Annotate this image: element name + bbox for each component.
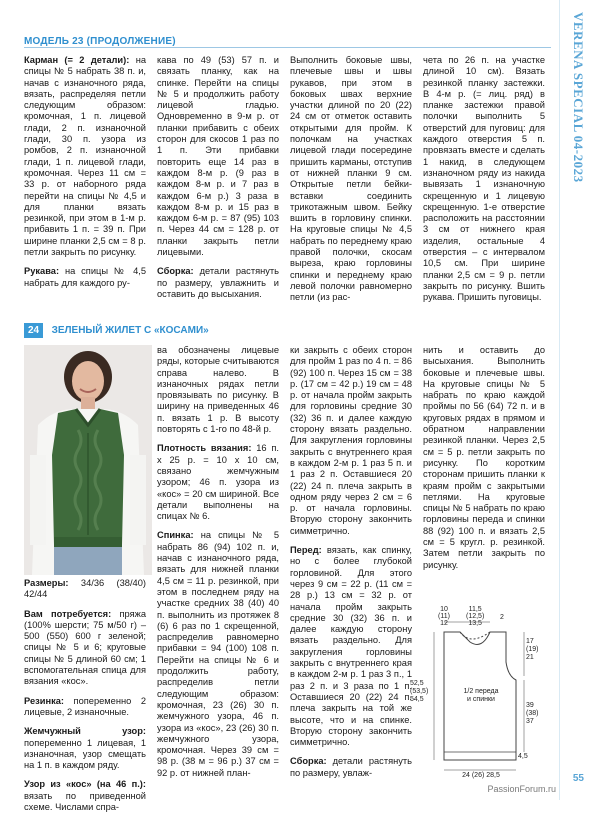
- section-heading: [24, 31, 551, 48]
- density-text: 16 п. x 25 р. = 10 x 10 см, связано жемчужным узором; 46 п. узора из «кос» = 20 см шириной. Все детали выполнены на спицах № 6.: [157, 443, 279, 522]
- magazine-title: VERENA SPECIAL 04-2023: [571, 12, 586, 183]
- text-column-1: [24, 55, 146, 297]
- dim-shoulder-c: 12: [440, 620, 448, 627]
- back-text: на спицы № 5 набрать 86 (94) 102 п. и, начав с изнаночного ряда, вязать для нижней планки 4,5 см = 11 р. резинкой, при этом в последнем ряду на участке средних 38 (40) 40 п. выполнить из протяжек 8 (6) 6 раз по 1 скрещенной, распределив равномерно прибавки = 94 (100) 108 п. Перейти на спицы № 6 и продолжить работу, распределив петли следующим образом: кромочная, 23 (26) 30 п. жемчужного узора, 46 п. узора из «кос», 23 (26) 30 п. жемчужного узора, кромочная. Через 39 см = 98 р. (38 м = 96 р.) 37 см = 92 р. от нижней план-: [157, 530, 279, 778]
- seams-text: Выполнить боковые швы, плечевые швы и швы рукавов, при этом в боковых швах верхние участки длиной по 20 (22) 24 см от отметок оставить открытыми для пройм. К полочкам на участках лицевой глади посередине пришить карманы, отступив от нижней планки 9 см. Открытые петли бейки-вставки соединить трикотажным швом. Бейку вшить в горловину спинки. На круговые спицы № 4,5 набрать по переднему краю правой полочки, скосам выреза, краю горловины спинки и переднему краю левой полочки равномерно петли (из рас-: [290, 55, 412, 303]
- text-column-2: [157, 55, 279, 308]
- text-column-3: [290, 55, 412, 312]
- dim-shoulder-b: (11): [438, 613, 450, 620]
- dim-neck-a: 11,5: [468, 606, 482, 613]
- piece-label-1: 1/2 переда: [463, 688, 499, 695]
- page-number: 55: [572, 773, 584, 784]
- dim-length: [410, 680, 428, 704]
- text-column-4: [423, 55, 545, 312]
- dim-armhole-c: 21: [526, 654, 534, 661]
- dim-top-2: 2: [500, 614, 504, 621]
- dim-side-a: 39: [526, 702, 534, 709]
- model-title: ЗЕЛЕНЫЙ ЖИЛЕТ С «КОСАМИ»: [51, 325, 209, 337]
- rib-lead: Резинка:: [24, 695, 65, 706]
- finishing-text: нить и оставить до высыхания. Выполнить боковые и плечевые швы. На круговые спицы № 5 набрать по краю каждой проймы по 56 (64) 72 п. и в круговых рядах в прямом и обратном направлении резинкой планки. Через 2,5 см = 5 р. петли закрыть по рисунку. По коротким сторонам пришить планки к краям пройм с закрытыми петлями. На круговые спицы № 5 набрать по краю горловины переда и спинки 88 (92) 100 п. и вязать 2,5 см = 5 кругл. р. резинкой. Затем петли закрыть по рисунку.: [423, 345, 545, 570]
- text-column-5: [24, 578, 146, 821]
- pocket-text: на спицы № 5 набрать 38 п. и, начав с изнаночного ряда, вязать, распределяя петли следующим образом: кромочная, 1 п. лицевой глади, 2 п. изнаночной глади, 30 п. узора из ромбов, 2 п. изнаночной глади, 1 п. лицевой глади, кромочная. Через 11 см = 33 р. от наборного ряда перейти на спицы № 4,5 и для планки вязать резинкой, при этом в 1-м р. прибавить 1 п. = 39 п. При ширине планки 2,5 см = 8 р. петли закрыть по рисунку.: [24, 55, 146, 258]
- section-heading-24: [24, 322, 551, 340]
- piece-label-2: и спинки: [467, 696, 495, 703]
- woman-in-green-vest-photo: [24, 345, 152, 575]
- text-column-7: [290, 345, 412, 787]
- cable-lead: Узор из «кос» (на 46 п.):: [24, 779, 146, 790]
- section-heading-text: МОДЕЛЬ 23 (ПРОДОЛЖЕНИЕ): [24, 36, 176, 47]
- sizes-lead: Размеры:: [24, 578, 69, 588]
- watermark: PassionForum.ru: [487, 784, 556, 794]
- back-continued: ки закрыть с обеих сторон для пройм 1 раз по 4 п. = 86 (92) 100 п. Через 15 см = 38 р. (17 см = 42 р.) 19 см = 48 р. от начала пройм закрыть для горловины средние 30 (32) 36 п. и далее каждую сторону вязать раздельно. Для закругления горловины закрыть с внутреннего края в каждом 2-м р. 1 раз 5 п. и 1 раз 2 п. Оставшиеся 20 (22) 24 п. плеча закрыть в одном ряду через 2 см = 6 р. от начала горловины. Вторую сторону закончить симметрично.: [290, 345, 412, 536]
- pattern-schematic: [410, 606, 540, 780]
- dim-neck-b: (12,5): [466, 613, 485, 620]
- cable-continued: ва обозначены лицевые ряды, которые считываются справа налево. В изнаночных рядах петли провязывать по рисунку. В ширину на приведенных 46 п. вязать 1 р. В высоту повторять с 1-го по 48-й р.: [157, 345, 279, 435]
- sleeves-text: на спицы № 4,5 набрать для каждого ру-: [24, 266, 146, 288]
- dim-length-c: 54,5: [410, 696, 424, 703]
- assembly2-lead: Сборка:: [290, 756, 327, 767]
- pocket-lead: Карман (= 2 детали):: [24, 55, 130, 65]
- text-column-8: [423, 345, 545, 579]
- dim-shoulder: [438, 606, 450, 627]
- model-photo: [24, 345, 152, 575]
- dim-side-c: 37: [526, 718, 534, 725]
- cable-text: вязать по приведенной схеме. Числами спра-: [24, 790, 146, 813]
- density-lead: Плотность вязания:: [157, 443, 252, 454]
- placket-text: чета по 26 п. на участке длиной 10 см). Вязать резинкой планку застежки. В 4-м р. (= лиц. ряд) в планке застежки правой полочки выполнить 5 отверстий для пуговиц: для каждого отверстия 5 п. провязать вместе и сделать 1 накид, в следующем изнаночном ряду из накида вывязать 1 изнаночную скрещенную и 1 лицевую скрещенную. 1-е отверстие расположить на расстоянии 3 см от нижнего края изделия, остальные 4 отверстия – с интервалом 10,5 см. При ширине планки 2,5 см = 9 р. петли закрыть по рисунку. Вшить рукава. Пришить пуговицы.: [423, 55, 545, 303]
- dim-armhole-a: 17: [526, 638, 534, 645]
- pearl-lead: Жемчужный узор:: [24, 726, 146, 737]
- model-number-badge: 24: [24, 323, 43, 338]
- dim-length-b: (53,5): [410, 688, 429, 695]
- dim-hem: 4,5: [518, 753, 528, 760]
- dim-armhole-b: (19): [526, 646, 539, 653]
- sizes-text: 34/36 (38/40) 42/44: [24, 578, 146, 600]
- assembly2-text: детали растянуть по размеру, увлаж-: [290, 756, 412, 778]
- materials-text: пряжа (100% шерсти; 75 м/50 г) – 500 (550) 600 г зеленой; спицы № 5 и 6; круговые спицы № 5 длиной 60 см; 1 вспомогательная спица для вязания «кос».: [24, 608, 147, 687]
- dim-side: [526, 702, 538, 726]
- dim-shoulder-a: 10: [440, 606, 448, 613]
- side-band: [559, 0, 592, 800]
- sleeves-lead: Рукава:: [24, 266, 60, 277]
- dim-armhole: [526, 638, 538, 662]
- dim-neck: [466, 606, 484, 627]
- front-lead: Перед:: [290, 545, 322, 556]
- assembly-text: детали растянуть по размеру, увлажнить и оставить до высыхания.: [157, 266, 279, 299]
- assembly-lead: Сборка:: [157, 266, 194, 277]
- piece-label: [450, 688, 512, 704]
- pearl-text: попеременно 1 лицевая, 1 изнаночная, узор смещать на 1 п. в каждом ряду.: [24, 737, 146, 771]
- materials-lead: Вам потребуется:: [24, 608, 112, 619]
- front-text: вязать, как спинку, но с более глубокой горловиной. Для этого через 9 см = 22 р. (11 см = 28 р.) 13 см = 32 р. от начала пройм закрыть средние 30 (32) 36 п. и далее каждую сторону вязать раздельно. Для закругления горловины закрыть с внутреннего края в каждом 2-м р. 1 раз 3 п., 1 раз 2 п. и 3 раза по 1 п. Оставшиеся 20 (22) 24 п. плеча закрыть на той же высоте, что и на спинке. Вторую сторону закончить симметрично.: [290, 545, 412, 748]
- rib-text: попеременно 2 лицевые, 2 изнаночные.: [24, 695, 146, 717]
- dim-length-a: 52,5: [410, 680, 424, 687]
- sleeves-continued: кава по 49 (53) 57 п. и связать планку, как на спинке. Перейти на спицы № 5 и продолжить работу лицевой гладью. Одновременно в 9-м р. от планки прибавить с обеих сторон для скосов 1 раз по 1 п. Эти прибавки повторить еще 14 раз в каждом 8-м р. (9 раз в каждом 8-м р. и 7 раз в каждом 6-м р.) 3 раза в каждом 8-м р. и 15 раз в каждом 6-м р. = 87 (95) 103 п. Через 44 см = 128 р. от планки закрыть петли лицевыми.: [157, 55, 279, 258]
- dim-side-b: (38): [526, 710, 539, 717]
- dim-neck-c: 13,5: [468, 620, 482, 627]
- dim-width: 24 (26) 28,5: [462, 772, 500, 779]
- back-lead: Спинка:: [157, 530, 194, 541]
- text-column-6: [157, 345, 279, 787]
